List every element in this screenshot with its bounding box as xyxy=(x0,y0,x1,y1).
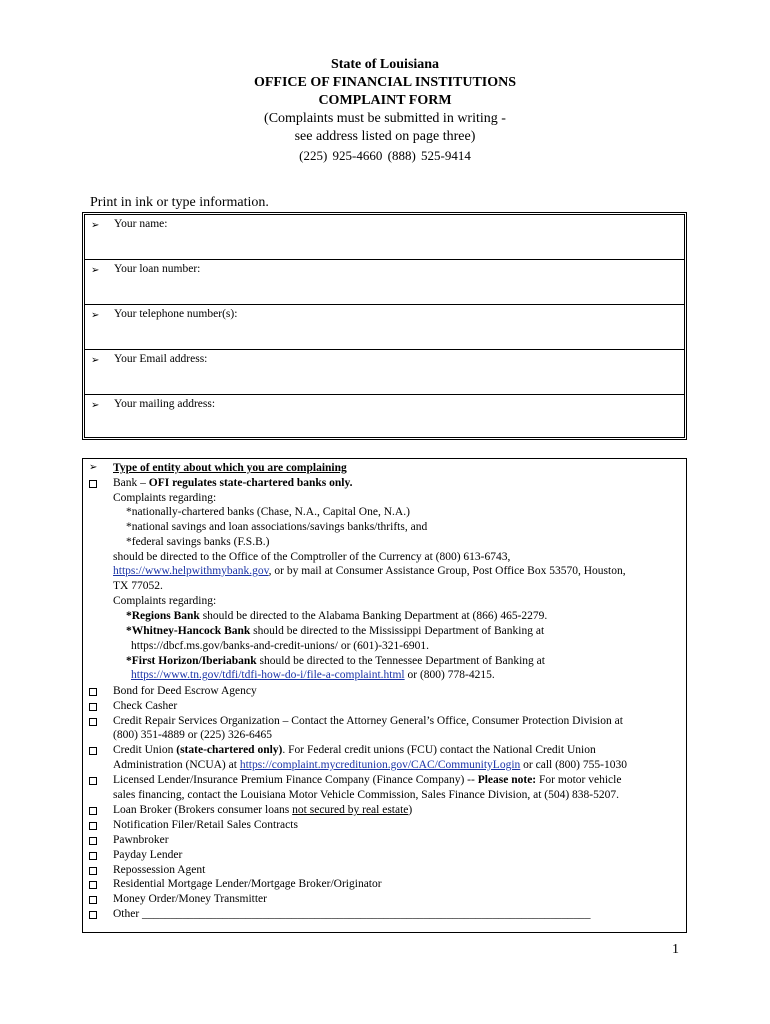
arrow-bullet-icon: ➢ xyxy=(91,400,100,411)
print-instructions: Print in ink or type information. xyxy=(90,195,269,210)
check-casher-label: Check Casher xyxy=(113,700,178,712)
check-casher-checkbox[interactable] xyxy=(89,703,97,711)
arrow-bullet-icon: ➢ xyxy=(91,265,100,276)
mailing-address-label: Your mailing address: xyxy=(114,398,216,410)
money-transmitter-label: Money Order/Money Transmitter xyxy=(113,893,267,905)
name-field[interactable] xyxy=(85,215,684,260)
credit-union-label: Credit Union (state-chartered only). For Federal credit unions (FCU) contact the National Credit Union xyxy=(113,744,596,756)
bank-regarding-1: Complaints regarding: xyxy=(113,492,217,504)
credit-union-checkbox[interactable] xyxy=(89,747,97,755)
helpwithmybank-link[interactable]: https://www.helpwithmybank.gov xyxy=(113,565,269,577)
bond-checkbox[interactable] xyxy=(89,688,97,696)
submission-note-1: (Complaints must be submitted in writing - xyxy=(264,111,506,126)
licensed-lender-note: sales financing, contact the Louisiana Motor Vehicle Commission, Sales Finance Division, at (504) 838-5207. xyxy=(113,789,620,801)
ncua-link[interactable]: https://complaint.mycreditunion.gov/CAC/CommunityLogin xyxy=(239,759,521,771)
bank-national-2: *national savings and loan associations/savings banks/thrifts, and xyxy=(126,521,428,533)
notification-filer-label: Notification Filer/Retail Sales Contracts xyxy=(113,819,298,831)
loan-number-label: Your loan number: xyxy=(114,263,201,275)
pawnbroker-label: Pawnbroker xyxy=(113,834,169,846)
arrow-bullet-icon: ➢ xyxy=(91,310,100,321)
form-title: COMPLAINT FORM xyxy=(318,93,452,108)
credit-union-ncua: Administration (NCUA) at https://complaint.mycreditunion.gov/CAC/CommunityLogin or call (800) 755-1030 xyxy=(113,759,627,771)
whitney-bank-line: *Whitney-Hancock Bank should be directed to the Mississippi Department of Banking at xyxy=(126,625,545,637)
payday-lender-label: Payday Lender xyxy=(113,849,183,861)
bond-label: Bond for Deed Escrow Agency xyxy=(113,685,257,697)
loan-number-field[interactable] xyxy=(85,260,684,305)
bank-occ-1: should be directed to the Office of the Comptroller of the Currency at (800) 613-6743, xyxy=(113,551,511,563)
telephone-field[interactable] xyxy=(85,305,684,350)
arrow-bullet-icon: ➢ xyxy=(89,462,98,473)
money-transmitter-checkbox[interactable] xyxy=(89,896,97,904)
bank-checkbox[interactable] xyxy=(89,480,97,488)
telephone-label: Your telephone number(s): xyxy=(114,308,238,320)
entity-type-box xyxy=(82,458,687,933)
contact-info-box xyxy=(82,212,687,440)
first-horizon-line: *First Horizon/Iberiabank should be directed to the Tennessee Department of Banking at xyxy=(126,655,545,667)
credit-repair-phones: (800) 351-4889 or (225) 326-6465 xyxy=(113,729,273,741)
email-label: Your Email address: xyxy=(114,353,208,365)
mortgage-lender-label: Residential Mortgage Lender/Mortgage Broker/Originator xyxy=(113,878,382,890)
credit-repair-checkbox[interactable] xyxy=(89,718,97,726)
notification-filer-checkbox[interactable] xyxy=(89,822,97,830)
other-checkbox[interactable] xyxy=(89,911,97,919)
loan-broker-checkbox[interactable] xyxy=(89,807,97,815)
entity-title: Type of entity about which you are complaining xyxy=(113,462,347,474)
bank-occ-3: TX 77052. xyxy=(113,580,163,592)
bank-regarding-2: Complaints regarding: xyxy=(113,595,217,607)
licensed-lender-label: Licensed Lender/Insurance Premium Finance Company (Finance Company) -- Please note: For motor vehicle xyxy=(113,774,622,786)
arrow-bullet-icon: ➢ xyxy=(91,355,100,366)
page-number: 1 xyxy=(672,942,679,957)
credit-repair-label: Credit Repair Services Organization – Contact the Attorney General’s Office, Consumer Protection Division at xyxy=(113,715,623,727)
regions-bank-line: *Regions Bank should be directed to the Alabama Banking Department at (866) 465-2279. xyxy=(126,610,548,622)
first-horizon-contact: https://www.tn.gov/tdfi/tdfi-how-do-i/file-a-complaint.html or (800) 778-4215. xyxy=(131,669,495,681)
licensed-lender-checkbox[interactable] xyxy=(89,777,97,785)
bank-occ-2: https://www.helpwithmybank.gov, or by mail at Consumer Assistance Group, Post Office Box 53570, Houston, xyxy=(113,565,626,577)
mailing-address-field[interactable] xyxy=(85,395,684,440)
office-title: OFFICE OF FINANCIAL INSTITUTIONS xyxy=(253,75,517,90)
bank-national-1: *nationally-chartered banks (Chase, N.A., Capital One, N.A.) xyxy=(126,506,410,518)
arrow-bullet-icon: ➢ xyxy=(91,220,100,231)
loan-broker-label: Loan Broker (Brokers consumer loans not secured by real estate) xyxy=(113,804,413,816)
mortgage-lender-checkbox[interactable] xyxy=(89,881,97,889)
whitney-bank-contact: https://dbcf.ms.gov/banks-and-credit-unions/ or (601)-321-6901. xyxy=(131,640,429,652)
bank-national-3: *federal savings banks (F.S.B.) xyxy=(126,536,270,548)
other-label[interactable]: Other ______________________________________________________________________________ xyxy=(113,908,591,920)
tn-complaint-link[interactable]: https://www.tn.gov/tdfi/tdfi-how-do-i/file-a-complaint.html xyxy=(131,669,405,681)
payday-lender-checkbox[interactable] xyxy=(89,852,97,860)
email-field[interactable] xyxy=(85,350,684,395)
phone-numbers: (225) 925-4660 (888) 525-9414 xyxy=(299,148,471,163)
form-header xyxy=(0,56,770,165)
repossession-agent-label: Repossession Agent xyxy=(113,864,206,876)
name-label: Your name: xyxy=(114,218,168,230)
pawnbroker-checkbox[interactable] xyxy=(89,837,97,845)
bank-label: Bank – OFI regulates state-chartered banks only. xyxy=(113,477,353,489)
state-title: State of Louisiana xyxy=(330,57,440,72)
repossession-agent-checkbox[interactable] xyxy=(89,867,97,875)
submission-note-2: see address listed on page three) xyxy=(294,129,476,144)
